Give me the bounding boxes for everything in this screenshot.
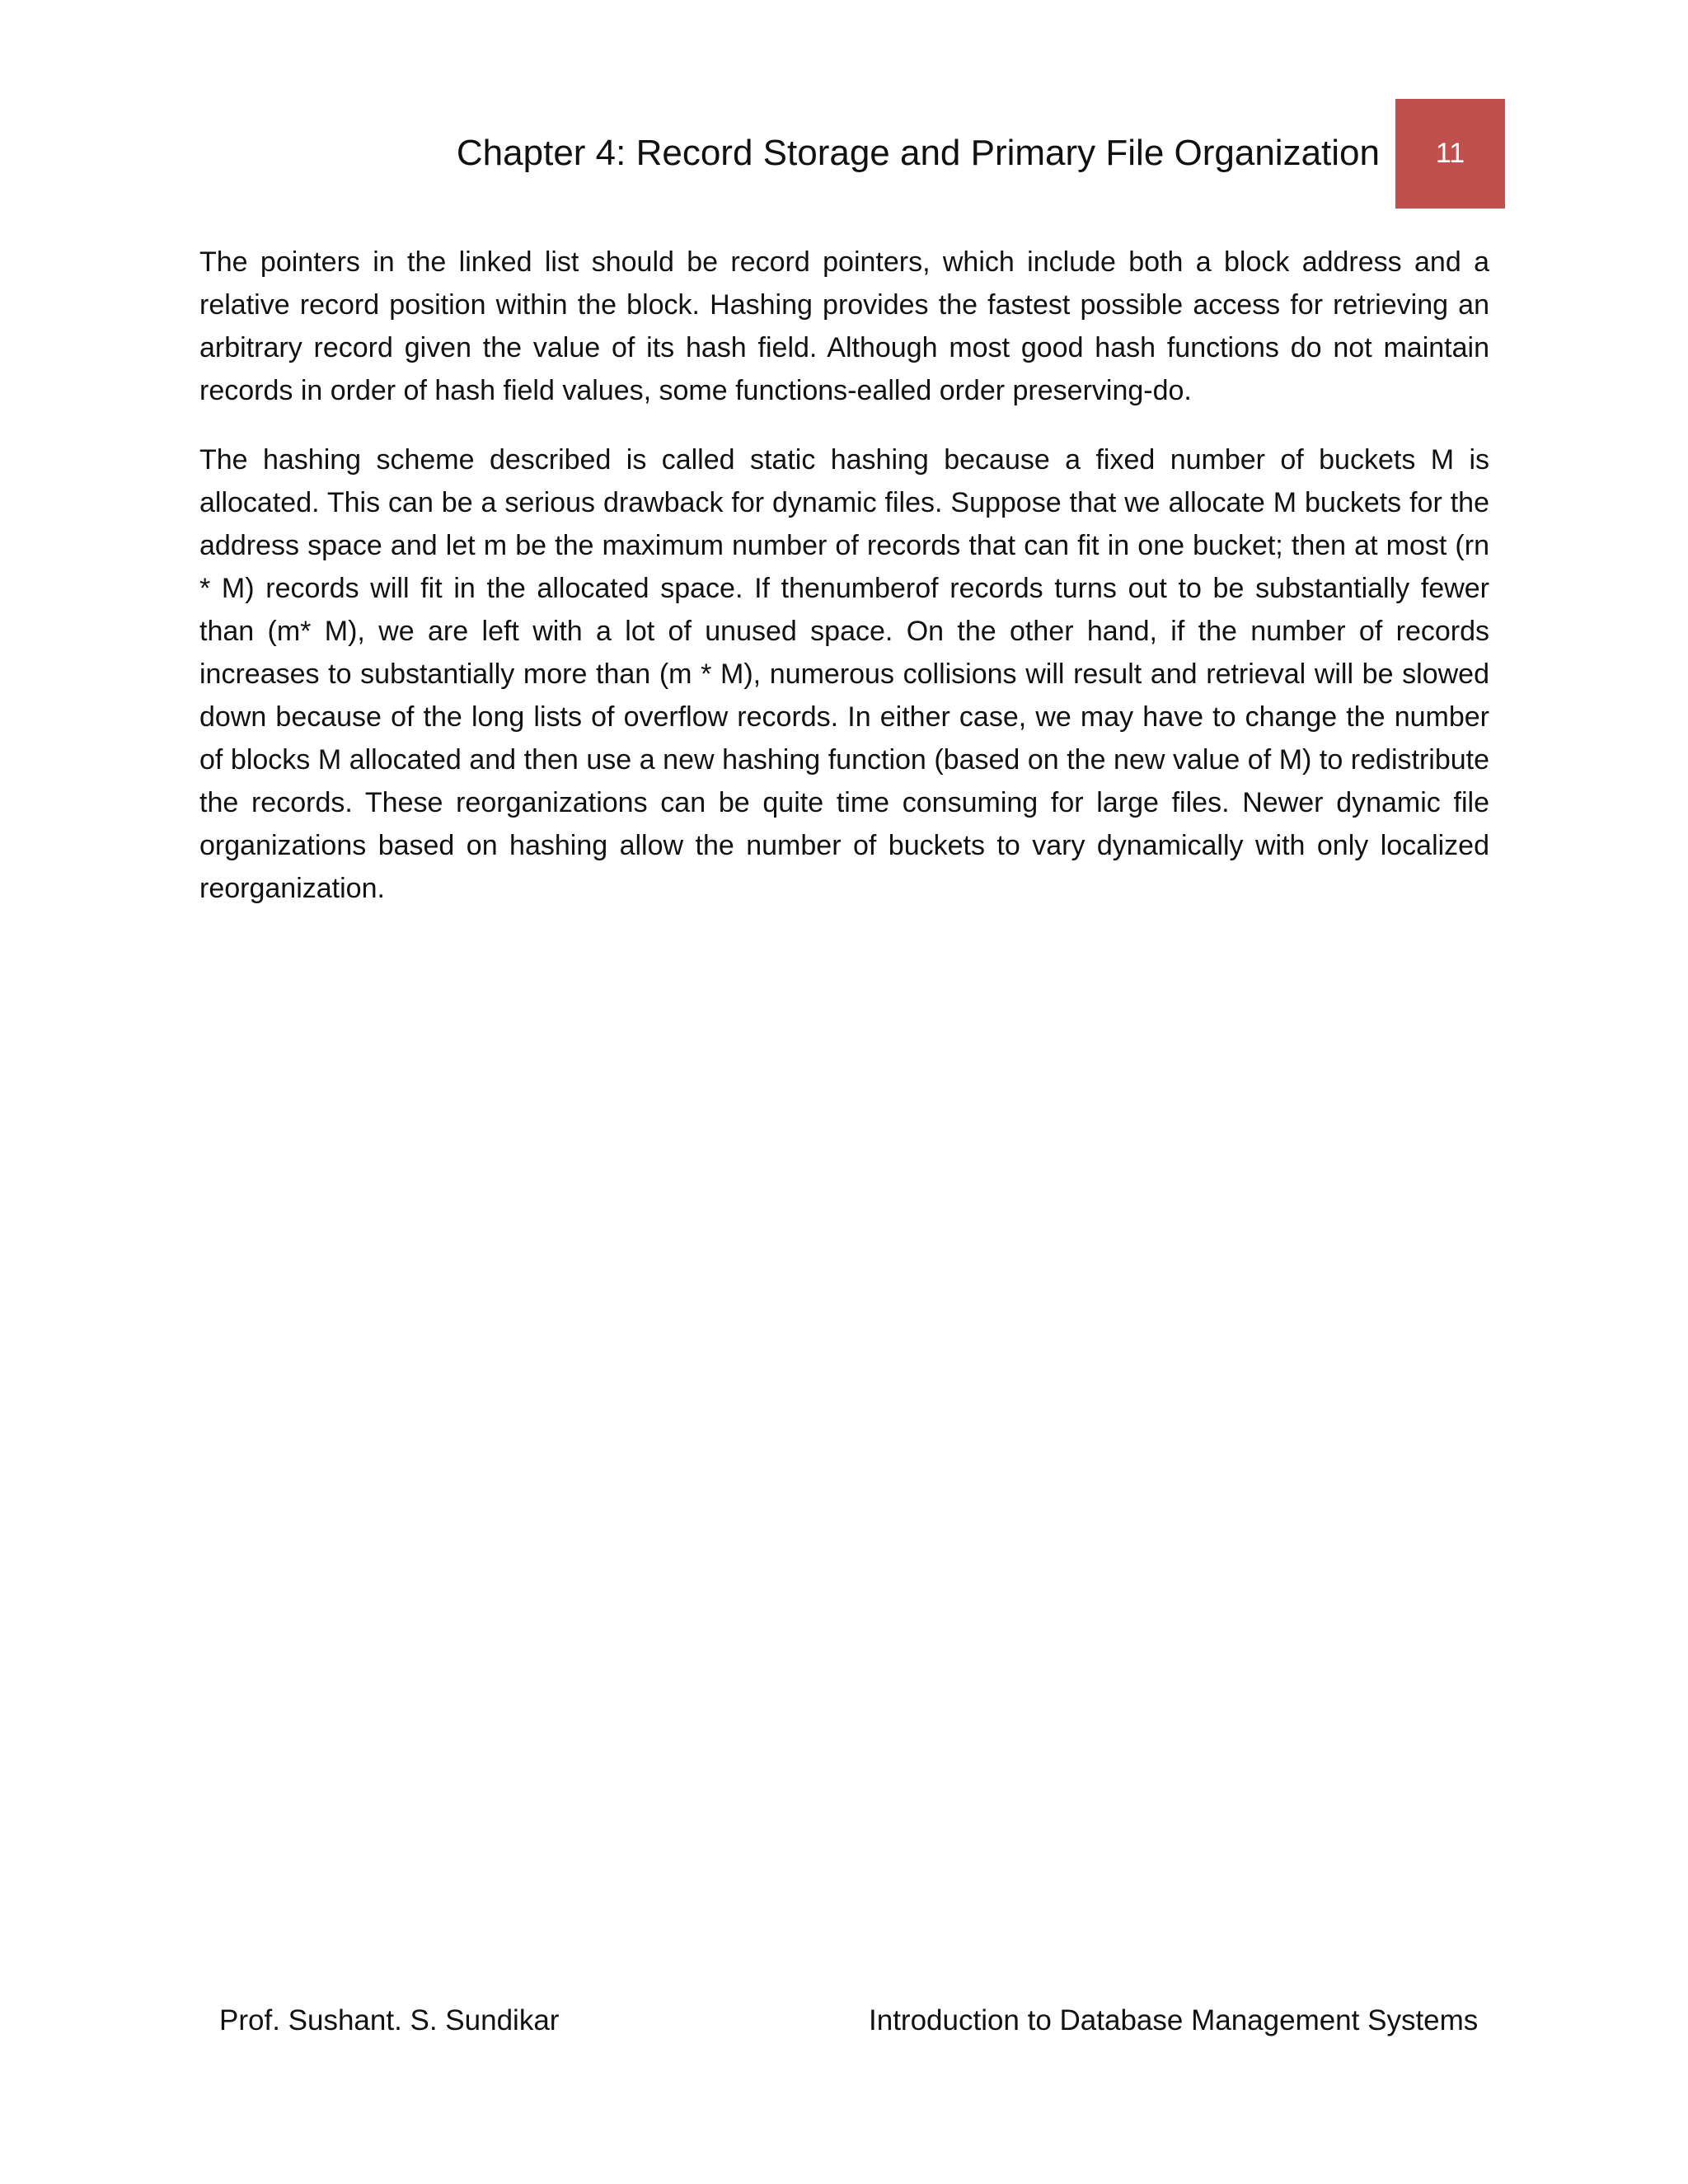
body-text <box>199 241 1489 936</box>
page-number-badge: 11 <box>1395 99 1505 209</box>
paragraph-hashing-pointers: The pointers in the linked list should be record pointers, which include both a block address and a relative record position within the block. Hashing provides the fastest possible access for retrieving an arbitrary record given the value of its hash field. Although most good hash functions do not maintain records in order of hash field values, some functions-ealled order preserving-do. <box>199 246 1489 406</box>
footer-author: Prof. Sushant. S. Sundikar <box>219 2004 560 2036</box>
page-header <box>0 99 1688 209</box>
chapter-title: Chapter 4: Record Storage and Primary File Organization <box>456 133 1380 173</box>
paragraph-static-hashing: The hashing scheme described is called static hashing because a fixed number of buckets M is allocated. This can be a serious drawback for dynamic files. Suppose that we allocate M buckets for the address space and let m be the maximum number of records that can fit in one bucket; then at most (rn * M) records will fit in the allocated space. If thenumberof records turns out to be substantially fewer than (m* M), we are left with a lot of unused space. On the other hand, if the number of records increases to substantially more than (m * M), numerous collisions will result and retrieval will be slowed down because of the long lists of overflow records. In either case, we may have to change the number of blocks M allocated and then use a new hashing function (based on the new value of M) to redistribute the records. These reorganizations can be quite time consuming for large files. Newer dynamic file organizations based on hashing allow the number of buckets to vary dynamically with only localized reorganization. <box>199 444 1489 904</box>
footer-course-title: Introduction to Database Management Systems <box>869 2004 1479 2036</box>
page-footer <box>0 2004 1688 2054</box>
